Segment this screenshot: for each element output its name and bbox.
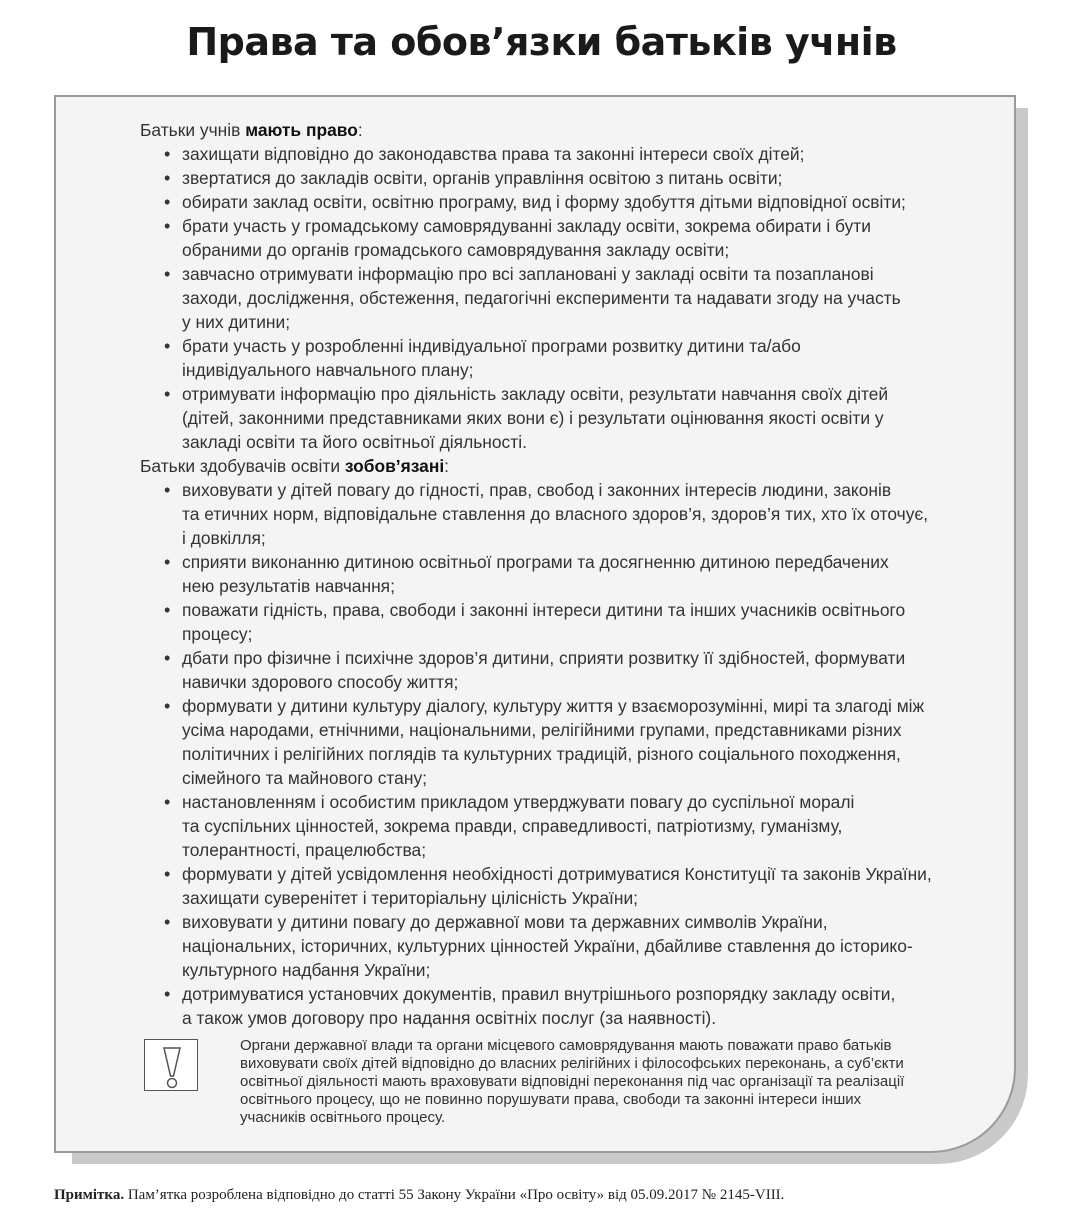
note-line: Органи державної влади та органи місцевого самоврядування мають поважати право батьків: [240, 1037, 892, 1054]
note-line: освітньої діяльності мають враховувати відповідні переконання під час організації та реалізації: [240, 1073, 905, 1090]
list-item-line: брати участь у громадському самоврядуванні закладу освіти, зокрема обирати і бути: [182, 216, 871, 236]
list-item-line: навички здорового способу життя;: [182, 672, 459, 692]
list-item-line: (дітей, законними представниками яких вони є) і результати оцінювання якості освіти у: [182, 408, 884, 428]
list-item-line: захищати суверенітет і територіальну цілісність України;: [182, 888, 639, 908]
list-item-line: брати участь у розробленні індивідуальної програми розвитку дитини та/або: [182, 336, 801, 356]
rights-list: [140, 142, 995, 454]
list-item-line: а також умов договору про надання освітніх послуг (за наявності).: [182, 1008, 717, 1028]
list-item-line: сімейного та майнового стану;: [182, 768, 427, 788]
duties-list: [140, 478, 995, 1030]
list-item-line: отримувати інформацію про діяльність закладу освіти, результати навчання своїх дітей: [182, 384, 889, 404]
list-item-line: формувати у дітей усвідомлення необхідності дотримуватися Конституції та законів України,: [182, 864, 932, 884]
duties-intro-text: Батьки здобувачів освіти: [140, 456, 345, 476]
list-item-line: національних, історичних, культурних цінностей України, дбайливе ставлення до історико-: [182, 936, 913, 956]
duties-intro: [140, 454, 995, 478]
list-item-line: обраними до органів громадського самоврядування закладу освіти;: [182, 240, 730, 260]
list-item: [182, 790, 995, 862]
duties-intro-suffix: :: [444, 456, 450, 476]
list-item-line: та етичних норм, відповідальне ставлення до власного здоров’я, здоров’я тих, хто їх оточує,: [182, 504, 929, 524]
list-item-line: закладі освіти та його освітньої діяльності.: [182, 432, 527, 452]
list-item-line: формувати у дитини культуру діалогу, культуру життя у взаєморозумінні, мирі та злагоді між: [182, 696, 925, 716]
list-item: [182, 910, 995, 982]
list-item: [182, 190, 995, 214]
list-item: [182, 382, 995, 454]
rights-intro-bold: мають право: [245, 120, 358, 140]
list-item-line: завчасно отримувати інформацію про всі заплановані у закладі освіти та позапланові: [182, 264, 874, 284]
list-item: [182, 142, 995, 166]
rights-intro-suffix: :: [357, 120, 363, 140]
list-item-line: виховувати у дітей повагу до гідності, прав, свобод і законних інтересів людини, законів: [182, 480, 892, 500]
list-item: [182, 262, 995, 334]
list-item-line: заходи, дослідження, обстеження, педагогічні експерименти та надавати згоду на участь: [182, 288, 901, 308]
list-item-line: і довкілля;: [182, 528, 266, 548]
footer-label: Примітка.: [54, 1187, 125, 1203]
list-item-line: та суспільних цінностей, зокрема правди, справедливості, патріотизму, гуманізму,: [182, 816, 843, 836]
list-item-line: дотримуватися установчих документів, правил внутрішнього розпорядку закладу освіти,: [182, 984, 896, 1004]
content-card: [54, 95, 1016, 1153]
list-item-line: у них дитини;: [182, 312, 291, 332]
note-line: учасників освітнього процесу.: [240, 1109, 446, 1126]
list-item-line: індивідуального навчального плану;: [182, 360, 474, 380]
list-item-line: настановленням і особистим прикладом утверджувати повагу до суспільної моралі: [182, 792, 855, 812]
list-item-line: усіма народами, етнічними, національними, релігійними групами, представниками різних: [182, 720, 902, 740]
note-line: виховувати своїх дітей відповідно до власних релігійних і філософських переконань, а суб’єкти: [240, 1055, 904, 1072]
list-item-line: нею результатів навчання;: [182, 576, 395, 596]
list-item: [182, 982, 995, 1030]
list-item: [182, 214, 995, 262]
rights-intro-text: Батьки учнів: [140, 120, 246, 140]
note-box: [144, 1037, 979, 1137]
list-item-line: процесу;: [182, 624, 253, 644]
list-item-line: культурного надбання України;: [182, 960, 431, 980]
note-text: [240, 1037, 982, 1127]
list-item-line: сприяти виконанню дитиною освітньої програми та досягненню дитиною передбачених: [182, 552, 889, 572]
list-item-line: толерантності, працелюбства;: [182, 840, 427, 860]
list-item: [182, 598, 995, 646]
list-item: [182, 334, 995, 382]
list-item-line: звертатися до закладів освіти, органів управління освітою з питань освіти;: [182, 168, 783, 188]
note-line: освітнього процесу, що не повинно порушувати права, свободи та законні інтереси інших: [240, 1091, 862, 1108]
list-item: [182, 166, 995, 190]
page-title: Права та обов’язки батьків учнів: [186, 20, 897, 64]
list-item: [182, 646, 995, 694]
list-item: [182, 550, 995, 598]
rights-intro: [140, 118, 995, 142]
footer-note: [54, 1187, 784, 1204]
list-item-line: політичних і релігійних поглядів та культурних традицій, різного соціального походження,: [182, 744, 901, 764]
list-item-line: обирати заклад освіти, освітню програму, вид і форму здобуття дітьми відповідної освіти;: [182, 192, 906, 212]
list-item: [182, 694, 995, 790]
content-body: [140, 118, 995, 1030]
list-item: [182, 862, 995, 910]
list-item-line: виховувати у дитини повагу до державної мови та державних символів України,: [182, 912, 828, 932]
footer-text: Пам’ятка розроблена відповідно до статті 55 Закону України «Про освіту» від 05.09.2017 № 2145-VIII.: [124, 1187, 785, 1203]
exclamation-icon: [144, 1039, 198, 1091]
list-item-line: поважати гідність, права, свободи і законні інтереси дитини та інших учасників освітнього: [182, 600, 906, 620]
list-item: [182, 478, 995, 550]
list-item-line: захищати відповідно до законодавства права та законні інтереси своїх дітей;: [182, 144, 805, 164]
duties-intro-bold: зобов’язані: [344, 456, 445, 476]
list-item-line: дбати про фізичне і психічне здоров’я дитини, сприяти розвитку її здібностей, формувати: [182, 648, 906, 668]
